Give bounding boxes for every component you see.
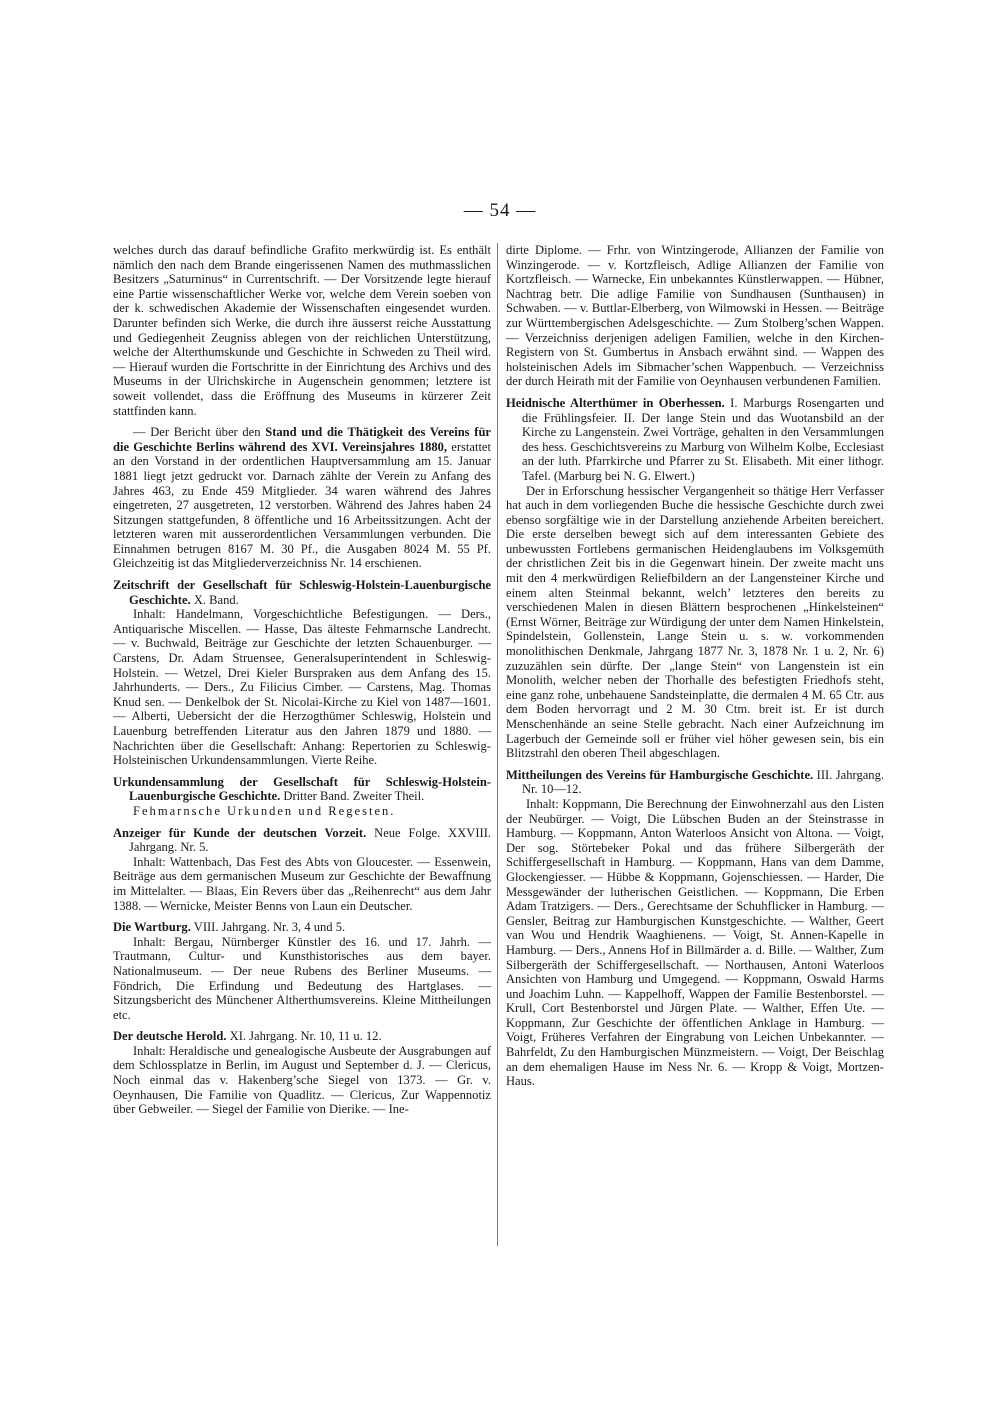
entry-body: Inhalt: Bergau, Nürnberger Künstler des 16. und 17. Jahrh. — Trautmann, Cultur- und Kunsthistorisches aus dem bayer. Nationalmuseum. — Der neue Rubens des Berliner Museums. — Föndrich, Die Erfindung und Bedeutung des Hartglases. — Sitzungsbericht des Münchener Altherthumsvereins. Kleine Mittheilungen etc.	[113, 934, 491, 1022]
entry-title: Die Wartburg.	[113, 920, 191, 935]
right-column	[506, 243, 884, 1089]
entry-heading	[113, 826, 491, 855]
entry-title: Heidnische Alterthümer in Oberhessen.	[506, 395, 725, 410]
entry-body: Inhalt: Wattenbach, Das Fest des Abts von Gloucester. — Essenwein, Beiträge aus dem germanischen Museum zur Geschichte der Bewaffnung im Mittelalter. — Blaas, Ein Revers über das „Reihenrecht“ aus dem Jahr 1388. — Wernicke, Meister Benns von Laun ein Deutscher.	[113, 854, 491, 913]
entry-body: Der in Erforschung hessischer Vergangenheit so thätige Herr Verfasser hat auch in dem vorliegenden Buche die hessische Geschichte durch zwei ebenso sorgfältige wie in der Darstellung anziehende Arbeiten bereichert. Die erste derselben bewegt sich auf dem interessanten Gebiete des unbewussten Fortlebens germanischen Heidenglaubens im Volksgemüth der christlichen Zeit bis in die Gegenwart hinein. Der zweite macht uns mit den 4 merkwürdigen Reliefbildern an der Langensteiner Kirche und einem alten Steinmal bekannt, welch’ letzteres den bereits zu verschiedenen Malen in diesen Blättern besprochenen „Hinkelsteinen“ (Ernst Wörner, Beiträge zur Würdigung der unter dem Namen Hinkelstein, Spindelstein, Gollenstein, Lange Stein u. s. w. vorkommenden monolithischen Denkmale, Jahrgang 1877 Nr. 3, 1878 Nr. 1 u. 2, Nr. 6) zuzuzählen sein dürfte. Der „lange Stein“ von Langenstein ist ein Monolith, welcher neben der Thorhalle des befestigten Friedhofs steht, eine ganz rohe, unbehauene Sandsteinplatte, die dermalen 4 M. 65 Ctr. aus dem Boden hervorragt und 2 M. 30 Ctm. breit ist. Er ist durch Menschenhände an seine Stelle gebracht. Nach einer Aufzeichnung im Lagerbuch der Gemeinde soll er früher viel höher gewesen sein, bis ein Blitzstrahl den oberen Theil abgeschlagen.	[506, 483, 884, 761]
entry-volume: Neue Folge. XXVIII. Jahrgang. Nr. 5.	[129, 825, 492, 855]
entry-body: Fehmarnsche Urkunden und Regesten.	[133, 803, 396, 818]
entry-volume: I. Marburgs Rosengarten und die Frühlingsfeier. II. Der lange Stein und das Wuotansbild an der Kirche zu Langenstein. Zwei Vorträge, gehalten in den Versammlungen des hess. Geschichtsvereins zu Marburg von Wilhelm Kolbe, Ecclesiast an der luth. Pfarrkirche und Pfarrer zu St. Elisabeth. Mit einer lithogr. Tafel. (Marburg bei N. G. Elwert.)	[522, 395, 884, 483]
entry-heading	[506, 768, 884, 797]
entry-heading	[506, 396, 884, 484]
entry-title: Urkundensammlung der Gesellschaft für Schleswig-Holstein-Lauenburgische Geschichte.	[113, 774, 491, 804]
journal-entry	[113, 826, 491, 914]
entry-body: Inhalt: Heraldische und genealogische Ausbeute der Ausgrabungen auf dem Schlossplatze in Berlin, im August und September d. J. — Clericus, Noch einmal das v. Hakenberg’sche Siegel von 1373. — Gr. v. Oeynhausen, Die Familie von Quadlitz. — Clericus, Zur Wappennotiz über Gebweiler. — Siegel der Familie von Dierike. — Ine-	[113, 1043, 491, 1117]
paragraph: welches durch das darauf befindliche Grafito merkwürdig ist. Es enthält nämlich den nach dem Brande eingerissenen Namen des muthmasslichen Besitzers „Saturninus“ in Currentschrift. — Der Vorsitzende legte hierauf eine Partie wissenschaftlicher Werke vor, welche dem Verein soeben von der k. schwedischen Akademie der Wissenschaften eingesendet wurden. Darunter befinden sich Werke, die durch ihre äusserst reiche Ausstattung und Gediegenheit Zeugniss ablegen von der reichlichen Unterstützung, welche der Alterthumskunde und Geschichte in Schweden zu Theil wird. — Hierauf wurden die Fortschritte in der Einrichtung des Archivs und des Museums in der Ulrichskirche in Augenschein genommen; letztere ist soweit vollendet, dass die Eröffnung des Museums in kürzerer Zeit stattfinden kann.	[113, 243, 491, 418]
paragraph: dirte Diplome. — Frhr. von Wintzingerode, Allianzen der Familie von Winzingerode. — v. Kortzfleisch, Adlige Allianzen der Familie von Kortzfleisch. — Warnecke, Ein unbekanntes Künstlerwappen. — Hübner, Nachtrag betr. Die adlige Familie von Sundhausen (Sunthausen) in Schwaben. — v. Buttlar-Elberberg, von Wilmowski in Hessen. — Beiträge zur Württembergischen Adelsgeschichte. — Zum Stolberg’schen Wappen. — Verzeichniss derjenigen adeligen Familien, welche in den Kirchen-Registern von St. Gumbertus in Ansbach erwähnt sind. — Wappen des holsteinischen Adels im Sibmacher’schen Wappenbuch. — Verzeichniss der durch Heirath mit der Familie von Oeynhausen verbundenen Familien.	[506, 243, 884, 389]
entry-title: Anzeiger für Kunde der deutschen Vorzeit.	[113, 825, 367, 840]
entry-volume: Dritter Band. Zweiter Theil.	[280, 789, 425, 804]
entry-volume: VIII. Jahrgang. Nr. 3, 4 und 5.	[190, 920, 346, 935]
column-divider	[497, 243, 498, 1246]
entry-heading	[113, 920, 491, 935]
journal-entry	[113, 1029, 491, 1117]
entry-volume: III. Jahrgang. Nr. 10—12.	[522, 767, 884, 797]
entry-title: Mittheilungen des Vereins für Hamburgische Geschichte.	[506, 767, 814, 782]
paragraph-berlin-report	[113, 425, 491, 571]
journal-entry	[113, 578, 491, 768]
entry-body: Inhalt: Handelmann, Vorgeschichtliche Befestigungen. — Ders., Antiquarische Miscellen. — Hasse, Das älteste Fehmarnsche Landrecht. — v. Buchwald, Beiträge zur Geschichte der letzten Schauenburger. — Carstens, Dr. Adam Struensee, Generalsuperintendent in Schleswig-Holstein. — Wetzel, Drei Kieler Burspraken aus dem Anfang des 15. Jahrhunderts. — Ders., Zu Filicius Cimber. — Carstens, Mag. Thomas Knud sen. — Denkelbok der St. Nicolai-Kirche zu Kiel von 1487—1601. — Alberti, Uebersicht der die Herzogthümer Schleswig, Holstein und Lauenburg betreffenden Literatur aus den Jahren 1879 und 1880. — Nachrichten über die Gesellschaft: Anhang: Repertorien zu Schleswig-Holsteinischen Urkundensammlungen. Vierte Reihe.	[113, 607, 491, 768]
text-run: erstattet an den Vorstand in der ordentlichen Hauptversammlung am 15. Januar 1881 liegt jetzt gedruckt vor. Darnach zählte der Verein zu Anfang des Jahres 463, zu Ende 459 Mitglieder. 34 waren während des Jahres eingetreten, 27 ausgetreten, 12 verstorben. Während des Jahres haben 24 Sitzungen stattgefunden, 8 öffentliche und 16 Arbeitssitzungen. Acht der letzteren waren mit ausserordentlichen Versammlungen verbunden. Die Einnahmen betrugen 8167 M. 30 Pf., die Ausgaben 8024 M. 55 Pf. Gleichzeitig ist das Mitgliederverzeichniss Nr. 14 erschienen.	[113, 439, 491, 571]
left-column	[113, 243, 491, 1117]
entry-heading	[113, 775, 491, 804]
page-number: — 54 —	[463, 200, 537, 221]
bold-title: Stand und die Thätigkeit des Vereins für die Geschichte Berlins während des XVI. Vereinsjahres 1880,	[113, 425, 491, 454]
entry-title: Zeitschrift der Gesellschaft für Schleswig-Holstein-Lauenburgische Geschichte.	[113, 578, 491, 607]
entry-volume: XI. Jahrgang. Nr. 10, 11 u. 12.	[226, 1029, 382, 1044]
entry-volume: X. Band.	[190, 592, 239, 607]
entry-body: Inhalt: Koppmann, Die Berechnung der Einwohnerzahl aus den Listen der Neubürger. — Voigt, Die Lübschen Buden an der Steinstrasse in Hamburg. — Koppmann, Anton Waterloos Ansicht von Altona. — Voigt, Der sog. Störtebeker Pokal und das frühere Silbergeräth der Schiffergesellschaft in Hamburg. — Koppmann, Hans van dem Damme, Glockengiesser. — Hübbe & Koppmann, Gojenschiessen. — Harder, Die Messgewänder der lutherischen Geistlichen. — Koppmann, Die Erben Adam Tratzigers. — Ders., Gerechtsame der Schuhflicker in Hamburg. — Gensler, Beitrag zur Hamburgischen Kunstgeschichte. — Walther, Geert van Wou und Hendrik Waaghienens. — Voigt, St. Annen-Kapelle in Hamburg. — Ders., Annens Hof in Billmärder a. d. Bille. — Walther, Zum Silbergeräth der Schiffergesellschaft. — Northausen, Antoni Waterloos Ansichten von Hamburg und Umgegend. — Koppmann, Oswald Harms und Joachim Luhn. — Kappelhoff, Wappen der Familie Bestenborstel. — Krull, Cort Bestenborstel und Jürgen Plate. — Walther, Effen Ute. — Koppmann, Zur Geschichte der öffentlichen Anklage in Hamburg. — Voigt, Früheres Verfahren der Eingrabung von Leichen Unbekannter. — Bahrfeldt, Zu den Hamburgischen Münzmeistern. — Voigt, Der Beischlag an dem ehemaligen Hause im Ness Nr. 6. — Kropp & Voigt, Mortzen-Haus.	[506, 796, 884, 1089]
entry-heading	[113, 1029, 491, 1044]
entry-heading	[113, 578, 491, 607]
journal-entry	[113, 775, 491, 819]
journal-entry	[506, 768, 884, 1089]
text-run: — Der Bericht über den	[133, 425, 266, 440]
entry-title: Der deutsche Herold.	[113, 1029, 227, 1044]
journal-entry	[506, 396, 884, 761]
journal-entry	[113, 920, 491, 1022]
